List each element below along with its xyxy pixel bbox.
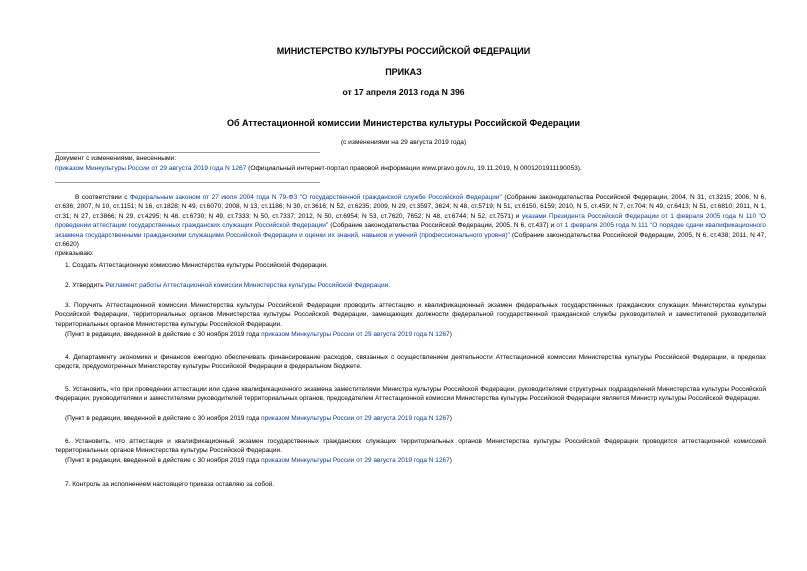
item-2-end: . [388, 282, 391, 289]
divider-bottom [55, 182, 320, 183]
amendment-source [55, 164, 582, 173]
edit-note-text: (Пункт в редакции, введенной в действие с 30 ноября 2019 года [65, 415, 262, 422]
edit-note-text: (Пункт в редакции, введенной в действие с 30 ноября 2019 года [65, 457, 262, 464]
ministry-heading: МИНИСТЕРСТВО КУЛЬТУРЫ РОССИЙСКОЙ ФЕДЕРАЦИИ [276, 46, 531, 56]
preamble-text-3: (Собрание законодательства Российской Федерации, 2005, N 6, ст.437) и [328, 222, 557, 230]
item-7: 7. Контроль за исполнением настоящего приказа оставляю за собой. [65, 481, 275, 488]
regulation-link[interactable]: Регламент работы Аттестационной комиссии Министерства культуры Российской Федерации [105, 282, 389, 289]
amendment-note: (с изменениями на 29 августа 2019 года) [340, 139, 467, 146]
edit-note-link[interactable]: приказом Минкультуры России от 29 августа 2019 года N 1267 [261, 457, 450, 464]
item-1: 1. Создать Аттестационную комиссию Министерства культуры Российской Федерации. [65, 262, 328, 269]
edit-note-5 [65, 415, 452, 422]
decree-110-link[interactable]: указами Президента Российской Федерации от 1 февраля 2005 года N 110 "О проведении аттестации государственных гражданских служащих Российской Федерации" [55, 212, 766, 230]
item-3: 3. Поручить Аттестационной комиссии Министерства культуры Российской Федерации проводить аттестацию и квалификационный экзамен федеральных государственных гражданских служащих Министерства культуры Российской Федерации, территориальных органов Министерства культуры Российской Федерации, замещающих должности федеральной государственной гражданской службы руководителей и заместителей руководителей территориальных органов Министерства культуры Российской Федерации. [55, 302, 766, 328]
edit-note-link[interactable]: приказом Минкультуры России от 29 августа 2019 года N 1267 [261, 415, 450, 422]
document-title: Об Аттестационной комиссии Министерства культуры Российской Федерации [226, 118, 581, 128]
doc-type-heading: ПРИКАЗ [385, 67, 422, 77]
item-6: 6. Установить, что аттестация и квалификационный экзамен государственных гражданских служащих территориальных органов Министерства культуры Российской Федерации проводится аттестационной комиссией территориальных органов Министерства культуры Российской Федерации. [55, 438, 766, 455]
preamble-text-1: В соответствии с [75, 194, 130, 201]
preamble-text-2: (Собрание законодательства Российской Федерации, 2004, N 31, ст.3215; 2006, N 6, ст.636; 2007, N 10, ст.1151; N 16, ст.1828; N 49, ст.6070; 2008, N 13, ст.1186; N 30, ст.3616; N 52, ст.6235; 2009, N 29, ст.3597, 3624; N 48, ст.5719; N 51, ст.6150, 6159; 2010, N 5, ст.459; N 7, ст.704; N 49, ст.6413; N 51, ст.6810; 2011, N 1, ст.31; N 27, ст.3866; N 29, ст.4295; N 48, ст.6730; N 49, ст.7333; N 50, ст.7337; 2012, N 50, ст.6954; N 53, ст.7620, 7652; N 48, ст.6744; N 52, ст.7571) и [55, 194, 766, 220]
preamble-text-4: (Собрание законодательства Российской Федерации, 2005, N 6, ст.438; 2011, N 47, ст.6620) [55, 231, 766, 249]
edit-note-end: ) [449, 457, 452, 464]
date-number-heading: от 17 апреля 2013 года N 396 [342, 87, 465, 97]
edit-note-text: (Пункт в редакции, введенной в действие с 30 ноября 2019 года [65, 331, 262, 338]
edit-note-3 [65, 331, 452, 338]
amendment-label: Документ с изменениями, внесенными: [55, 155, 177, 162]
edit-note-6 [65, 457, 452, 464]
edit-note-end: ) [449, 415, 452, 422]
item-4: 4. Департаменту экономики и финансов ежегодно обеспечивать финансирование расходов, связанных с осуществлением деятельности Аттестационной комиссии Министерства культуры Российской Федерации, в пределах средств, предусмотренных Министерству культуры Российской Федерации в федеральном бюджете. [55, 354, 766, 371]
order-word: приказываю: [55, 250, 94, 257]
item-2-text: 2. Утвердить [65, 282, 106, 289]
item-5: 5. Установить, что при проведении аттестации или сдаче квалификационного экзамена заместителями Министра культуры Российской Федерации, руководителями структурных подразделений Министерства культуры Российской Федерации, руководителями и заместителями руководителей территориальных органов, председателем Аттестационной комиссии Министерства культуры Российской Федерации является Министр культуры Российской Федерации. [55, 386, 766, 403]
decree-111-link[interactable]: от 1 февраля 2005 года N 111 "О порядке сдачи квалификационного экзамена государственными гражданскими служащими Российской Федерации и оценки их знаний, навыков и умений (профессионального уровня)" [55, 222, 767, 239]
preamble-paragraph [55, 193, 766, 249]
item-2 [65, 282, 390, 289]
law-79-link[interactable]: Федеральным законом от 27 июля 2004 года N 79-ФЗ "О государственной гражданской службе Российской Федерации" [129, 194, 502, 201]
amendment-tail: (Официальный интернет-портал правовой информации www.pravo.gov.ru, 19.11.2019, N 0001201911190053). [246, 165, 582, 172]
edit-note-link[interactable]: приказом Минкультуры России от 29 августа 2019 года N 1267 [261, 331, 450, 338]
divider-top [55, 152, 320, 153]
edit-note-end: ) [449, 331, 452, 338]
amendment-link[interactable]: приказом Минкультуры России от 29 августа 2019 года N 1267 [55, 165, 247, 172]
